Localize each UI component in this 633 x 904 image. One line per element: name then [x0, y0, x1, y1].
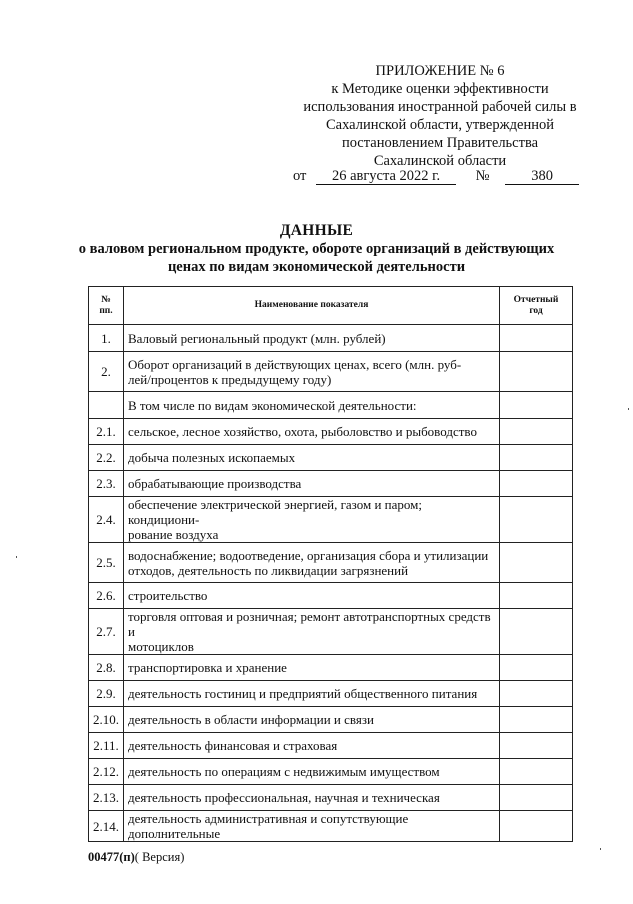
row-value	[500, 471, 573, 497]
document-code: 00477(п)	[88, 850, 135, 864]
row-label: обрабатывающие производства	[124, 471, 500, 497]
row-value	[500, 583, 573, 609]
row-number: 2.10.	[89, 707, 124, 733]
row-value	[500, 543, 573, 583]
number-label: №	[475, 168, 490, 184]
table-row	[89, 681, 573, 707]
appendix-title: ПРИЛОЖЕНИЕ № 6	[375, 63, 505, 79]
decree-number: 380	[505, 168, 579, 185]
row-label: сельское, лесное хозяйство, охота, рыболовство и рыбоводство	[124, 419, 500, 445]
row-label: деятельность в области информации и связи	[124, 707, 500, 733]
table-row	[89, 352, 573, 392]
header-value	[500, 287, 573, 325]
row-label: деятельность по операциям с недвижимым имуществом	[124, 759, 500, 785]
row-value	[500, 609, 573, 655]
row-number: 2.5.	[89, 543, 124, 583]
row-number: 2.2.	[89, 445, 124, 471]
row-value	[500, 325, 573, 352]
row-value	[500, 445, 573, 471]
row-label: деятельность административная и сопутствующие дополнительные	[124, 811, 500, 842]
row-label: В том числе по видам экономической деятельности:	[124, 392, 500, 419]
row-number: 2.7.	[89, 609, 124, 655]
from-label: от	[293, 168, 307, 184]
row-value	[500, 392, 573, 419]
appendix-header	[290, 62, 590, 170]
header-number-line: пп.	[99, 305, 113, 316]
appendix-line: к Методике оценки эффективности	[331, 81, 549, 97]
decree-date-number	[293, 167, 579, 185]
title-sub-line: о валовом региональном продукте, обороте организаций в действующих	[78, 241, 555, 257]
row-value	[500, 733, 573, 759]
table-row	[89, 759, 573, 785]
table-row	[89, 707, 573, 733]
indicators-table	[88, 286, 573, 842]
row-number: 2.12.	[89, 759, 124, 785]
document-version: ( Версия)	[134, 850, 185, 864]
table-row	[89, 419, 573, 445]
table-row	[89, 392, 573, 419]
table-row	[89, 733, 573, 759]
table-header-row	[89, 287, 573, 325]
row-label: деятельность гостиниц и предприятий общественного питания	[124, 681, 500, 707]
row-number: 2.	[89, 352, 124, 392]
row-value	[500, 419, 573, 445]
table-row	[89, 811, 573, 842]
header-value-line: Отчетный	[513, 294, 559, 305]
table-row	[89, 609, 573, 655]
row-number: 2.3.	[89, 471, 124, 497]
table-row	[89, 325, 573, 352]
table-row	[89, 471, 573, 497]
appendix-line: использования иностранной рабочей силы в	[303, 99, 577, 115]
table-row	[89, 543, 573, 583]
row-number: 2.11.	[89, 733, 124, 759]
row-label: добыча полезных ископаемых	[124, 445, 500, 471]
row-number: 2.1.	[89, 419, 124, 445]
table-row	[89, 785, 573, 811]
row-label: обеспечение электрической энергией, газом и паром; кондициони- рование воздуха	[124, 497, 500, 543]
row-label: торговля оптовая и розничная; ремонт автотранспортных средств и мотоциклов	[124, 609, 500, 655]
decree-date: 26 августа 2022 г.	[316, 168, 456, 185]
header-value-line: год	[529, 305, 543, 316]
row-label: Оборот организаций в действующих ценах, всего (млн. руб- лей/процентов к предыдущему году)	[124, 352, 500, 392]
row-label: водоснабжение; водоотведение, организация сбора и утилизации отходов, деятельность по ликвидации загрязнений	[124, 543, 500, 583]
table-row	[89, 445, 573, 471]
footer-code	[88, 850, 184, 865]
row-number: 2.8.	[89, 655, 124, 681]
row-number: 2.6.	[89, 583, 124, 609]
row-number: 2.13.	[89, 785, 124, 811]
title-sub-line: ценах по видам экономической деятельности	[167, 259, 466, 275]
scan-speck	[628, 408, 629, 410]
document-title	[0, 221, 633, 276]
row-label: Валовый региональный продукт (млн. рублей)	[124, 325, 500, 352]
scan-speck	[600, 848, 601, 850]
row-value	[500, 811, 573, 842]
row-number: 2.9.	[89, 681, 124, 707]
table-row	[89, 583, 573, 609]
header-name: Наименование показателя	[124, 287, 500, 325]
table-row	[89, 655, 573, 681]
row-value	[500, 707, 573, 733]
row-number	[89, 392, 124, 419]
appendix-line: постановлением Правительства	[341, 135, 539, 151]
row-value	[500, 655, 573, 681]
row-number: 1.	[89, 325, 124, 352]
row-value	[500, 759, 573, 785]
header-number	[89, 287, 124, 325]
row-value	[500, 785, 573, 811]
row-value	[500, 497, 573, 543]
scan-speck	[16, 556, 17, 558]
title-main: ДАННЫЕ	[279, 222, 354, 239]
row-label: строительство	[124, 583, 500, 609]
row-label: транспортировка и хранение	[124, 655, 500, 681]
row-number: 2.4.	[89, 497, 124, 543]
row-value	[500, 352, 573, 392]
header-number-line: №	[101, 294, 111, 305]
row-label: деятельность профессиональная, научная и техническая	[124, 785, 500, 811]
appendix-line: Сахалинской области, утвержденной	[326, 117, 554, 133]
row-number: 2.14.	[89, 811, 124, 842]
row-label: деятельность финансовая и страховая	[124, 733, 500, 759]
appendix-line: Сахалинской области	[373, 153, 507, 169]
table-row	[89, 497, 573, 543]
row-value	[500, 681, 573, 707]
